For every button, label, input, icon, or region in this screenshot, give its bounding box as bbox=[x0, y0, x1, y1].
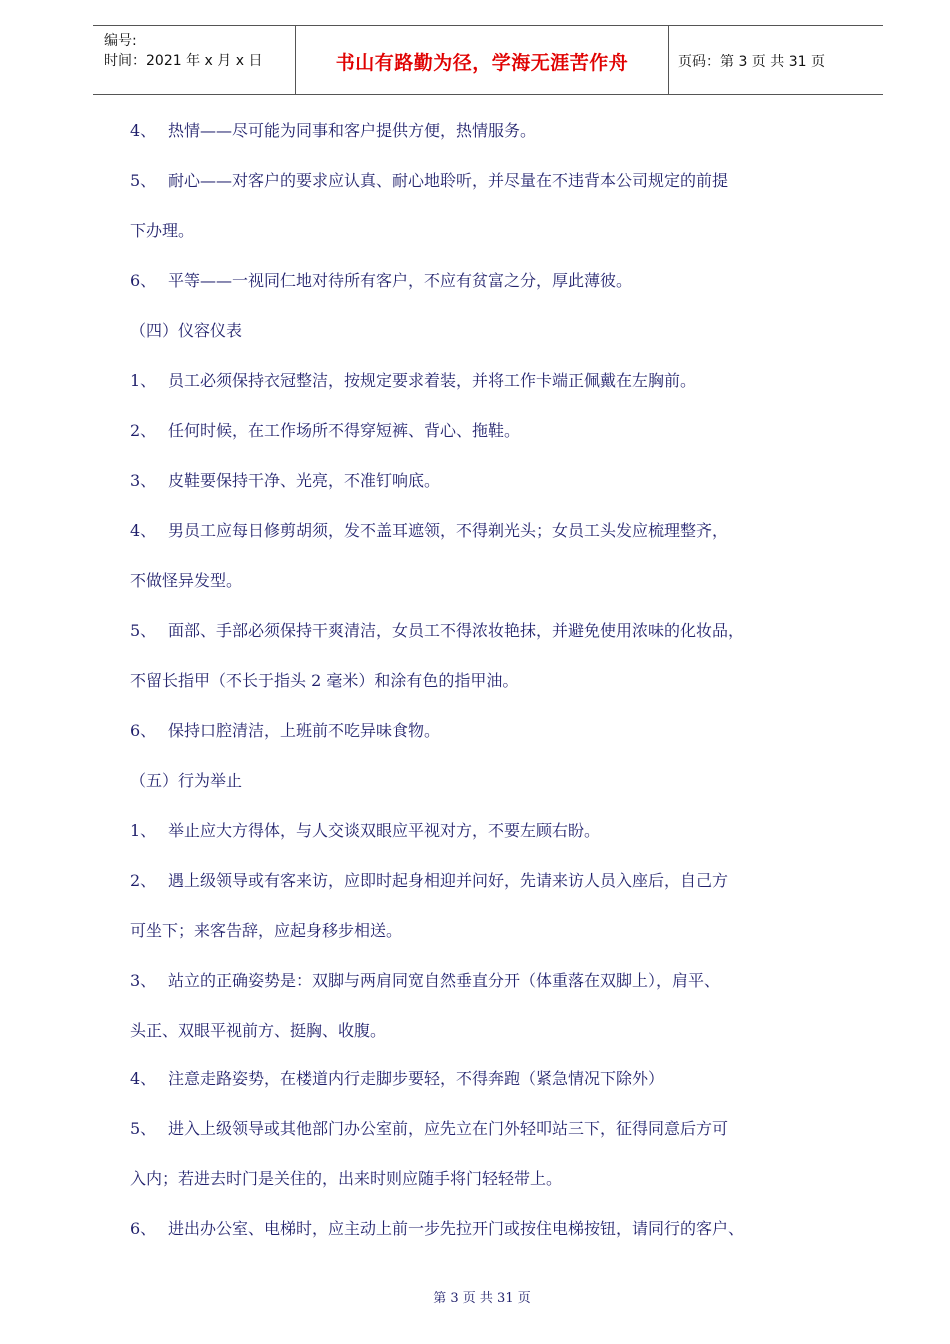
numbered-item bbox=[130, 120, 536, 142]
paragraph-line bbox=[130, 1020, 386, 1042]
line-text: 遇上级领导或有客来访，应即时起身相迎并问好，先请来访人员入座后，自己方 bbox=[168, 871, 729, 890]
line-text: 男员工应每日修剪胡须，发不盖耳遮领，不得剃光头；女员工头发应梳理整齐， bbox=[168, 521, 729, 540]
item-number: 4、 bbox=[130, 121, 157, 140]
line-text: 站立的正确姿势是：双脚与两肩同宽自然垂直分开（体重落在双脚上），肩平、 bbox=[168, 971, 721, 990]
item-number: 2、 bbox=[130, 871, 157, 890]
line-text: 进入上级领导或其他部门办公室前，应先立在门外轻叩站三下，征得同意后方可 bbox=[168, 1119, 729, 1138]
line-text: 可坐下；来客告辞，应起身移步相送。 bbox=[130, 921, 403, 940]
numbered-item bbox=[130, 370, 696, 392]
line-text: 进出办公室、电梯时，应主动上前一步先拉开门或按住电梯按钮，请同行的客户、 bbox=[168, 1219, 745, 1238]
line-text: 皮鞋要保持干净、光亮，不准钉响底。 bbox=[168, 471, 441, 490]
line-text: （四）仪容仪表 bbox=[130, 321, 243, 340]
header-motto-cell bbox=[295, 26, 669, 94]
paragraph-line bbox=[130, 220, 194, 242]
numbered-item bbox=[130, 620, 744, 642]
numbered-item bbox=[130, 1118, 728, 1140]
page-label: 页码：第 3 页 共 31 页 bbox=[678, 54, 825, 70]
line-text: 平等——一视同仁地对待所有客户，不应有贫富之分，厚此薄彼。 bbox=[168, 271, 633, 290]
line-text: 入内；若进去时门是关住的，出来时则应随手将门轻轻带上。 bbox=[130, 1169, 563, 1188]
item-number: 5、 bbox=[130, 621, 157, 640]
item-number: 1、 bbox=[130, 821, 157, 840]
numbered-item bbox=[130, 820, 600, 842]
item-number: 2、 bbox=[130, 421, 157, 440]
item-number: 6、 bbox=[130, 721, 157, 740]
line-text: 耐心——对客户的要求应认真、耐心地聆听，并尽量在不违背本公司规定的前提 bbox=[168, 171, 729, 190]
paragraph-line bbox=[130, 770, 242, 792]
page-footer: 第 3 页 共 31 页 bbox=[433, 1291, 531, 1306]
header-meta bbox=[93, 26, 295, 94]
numbered-item bbox=[130, 270, 632, 292]
line-text: 下办理。 bbox=[130, 221, 195, 240]
numbered-item bbox=[130, 170, 728, 192]
numbered-item bbox=[130, 420, 520, 442]
numbered-item bbox=[130, 470, 440, 492]
item-number: 5、 bbox=[130, 1119, 157, 1138]
numbered-item bbox=[130, 870, 728, 892]
item-number: 6、 bbox=[130, 1219, 157, 1238]
numbered-item bbox=[130, 970, 720, 992]
line-text: 注意走路姿势，在楼道内行走脚步要轻，不得奔跑（紧急情况下除外） bbox=[168, 1069, 665, 1088]
motto: 书山有路勤为径，学海无涯苦作舟 bbox=[335, 52, 629, 74]
numbered-item bbox=[130, 1218, 744, 1240]
item-number: 4、 bbox=[130, 1069, 157, 1088]
line-text: （五）行为举止 bbox=[130, 771, 243, 790]
line-text: 头正、双眼平视前方、挺胸、收腹。 bbox=[130, 1021, 387, 1040]
line-text: 员工必须保持衣冠整洁，按规定要求着装，并将工作卡端正佩戴在左胸前。 bbox=[168, 371, 697, 390]
line-text: 不留长指甲（不长于指头 2 毫米）和涂有色的指甲油。 bbox=[130, 671, 519, 690]
item-number: 3、 bbox=[130, 471, 157, 490]
item-number: 6、 bbox=[130, 271, 157, 290]
numbered-item bbox=[130, 720, 440, 742]
item-number: 5、 bbox=[130, 171, 157, 190]
line-text: 任何时候，在工作场所不得穿短裤、背心、拖鞋。 bbox=[168, 421, 521, 440]
paragraph-line bbox=[130, 320, 242, 342]
line-text: 举止应大方得体，与人交谈双眼应平视对方，不要左顾右盼。 bbox=[168, 821, 601, 840]
numbered-item bbox=[130, 1068, 664, 1090]
line-text: 面部、手部必须保持干爽清洁，女员工不得浓妆艳抹，并避免使用浓味的化妆品， bbox=[168, 621, 745, 640]
page-header bbox=[93, 25, 883, 95]
line-text: 热情——尽可能为同事和客户提供方便，热情服务。 bbox=[168, 121, 537, 140]
line-text: 不做怪异发型。 bbox=[130, 571, 243, 590]
paragraph-line bbox=[130, 1168, 562, 1190]
number-label: 编号: bbox=[104, 33, 137, 49]
item-number: 1、 bbox=[130, 371, 157, 390]
header-page-cell bbox=[668, 26, 883, 94]
numbered-item bbox=[130, 520, 728, 542]
time-label: 时间：2021 年 x 月 x 日 bbox=[104, 53, 263, 69]
paragraph-line bbox=[130, 570, 242, 592]
paragraph-line bbox=[130, 920, 402, 942]
item-number: 3、 bbox=[130, 971, 157, 990]
line-text: 保持口腔清洁，上班前不吃异味食物。 bbox=[168, 721, 441, 740]
paragraph-line bbox=[130, 670, 518, 692]
item-number: 4、 bbox=[130, 521, 157, 540]
